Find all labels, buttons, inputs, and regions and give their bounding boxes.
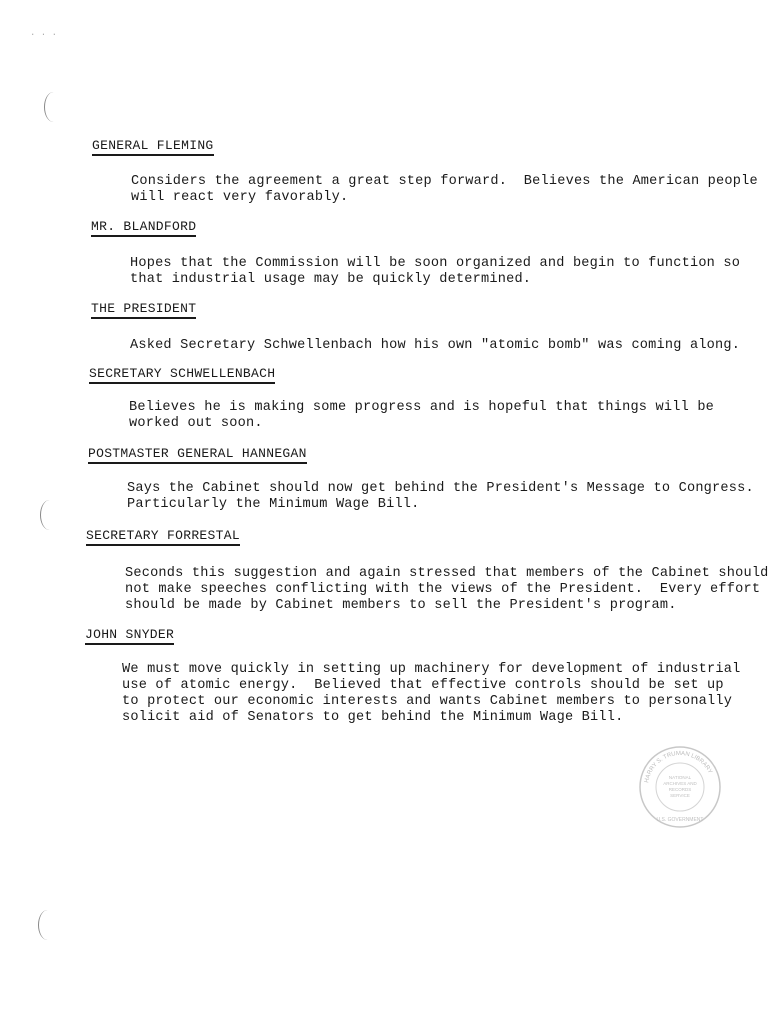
statement-line: use of atomic energy. Believed that effective controls should be set up: [122, 678, 724, 693]
speaker-heading: JOHN SNYDER: [85, 627, 174, 645]
statement-line: Believes he is making some progress and is hopeful that things will be: [129, 400, 715, 415]
stamp-center-line: NATIONAL: [668, 775, 692, 780]
speaker-heading: SECRETARY FORRESTAL: [86, 528, 240, 546]
statement-paragraph: [127, 481, 754, 513]
punch-hole-middle: [40, 500, 59, 530]
statement-line: Asked Secretary Schwellenbach how his own "atomic bomb" was coming along.: [130, 338, 741, 353]
statement-line: will react very favorably.: [131, 190, 349, 205]
statement-line: Particularly the Minimum Wage Bill.: [127, 497, 420, 512]
punch-hole-top: [44, 92, 63, 122]
paper-speckles: · · ·: [30, 30, 58, 40]
speaker-heading: MR. BLANDFORD: [91, 219, 196, 237]
statement-paragraph: [130, 256, 740, 288]
statement-line: Considers the agreement a great step forward. Believes the American people: [131, 174, 758, 189]
speaker-heading: THE PRESIDENT: [91, 301, 196, 319]
statement-line: should be made by Cabinet members to sell the President's program.: [125, 598, 677, 613]
stamp-bottom-text: U.S. GOVERNMENT: [656, 817, 704, 823]
statement-line: Says the Cabinet should now get behind the President's Message to Congress.: [127, 481, 754, 496]
statement-line: Hopes that the Commission will be soon organized and begin to function so: [130, 256, 741, 271]
statement-paragraph: [122, 662, 740, 726]
statement-line: that industrial usage may be quickly determined.: [130, 272, 532, 287]
stamp-center-line: ARCHIVES AND: [663, 781, 697, 786]
speaker-heading: SECRETARY SCHWELLENBACH: [89, 366, 275, 384]
speaker-heading: POSTMASTER GENERAL HANNEGAN: [88, 446, 307, 464]
speaker-heading: GENERAL FLEMING: [92, 138, 214, 156]
statement-line: to protect our economic interests and wants Cabinet members to personally: [122, 694, 733, 709]
stamp-center-line: SERVICE: [670, 793, 690, 798]
stamp-center-line: RECORDS: [668, 787, 692, 792]
statement-line: Seconds this suggestion and again stressed that members of the Cabinet should: [125, 566, 769, 581]
statement-paragraph: [129, 400, 714, 432]
archive-stamp: [638, 745, 722, 829]
stamp-ring-text: HARRY S. TRUMAN LIBRARY: [644, 750, 713, 784]
punch-hole-bottom: [38, 910, 57, 940]
statement-paragraph: [131, 174, 758, 206]
statement-paragraph: [130, 338, 740, 354]
statement-line: solicit aid of Senators to get behind the Minimum Wage Bill.: [122, 710, 624, 725]
statement-line: worked out soon.: [129, 416, 263, 431]
statement-line: not make speeches conflicting with the views of the President. Every effort: [125, 582, 761, 597]
statement-paragraph: [125, 566, 769, 614]
statement-line: We must move quickly in setting up machinery for development of industrial: [122, 662, 741, 677]
